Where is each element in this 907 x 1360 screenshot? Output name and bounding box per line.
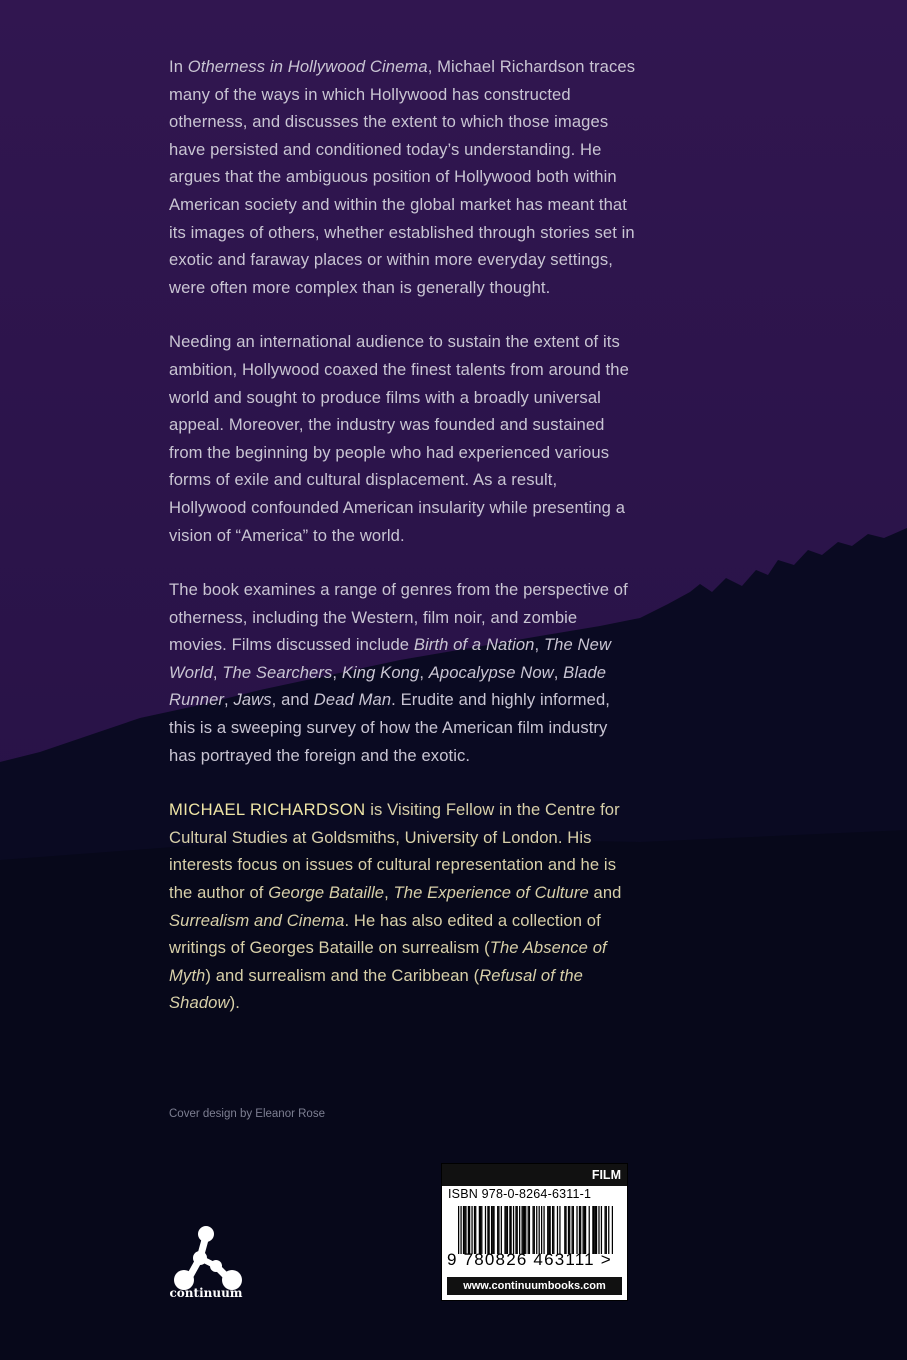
barcode-bar [608, 1206, 609, 1254]
barcode-bar [489, 1206, 490, 1254]
barcode-bar [532, 1206, 533, 1254]
barcode-bar [493, 1206, 494, 1254]
barcode-bar [519, 1206, 520, 1254]
barcode-bar [507, 1206, 508, 1254]
barcode-bar [557, 1206, 558, 1254]
barcode-bar [529, 1206, 530, 1254]
barcode-bar [498, 1206, 499, 1254]
barcode-bar [481, 1206, 482, 1254]
bio-text: ). [229, 993, 240, 1013]
barcode-bar [569, 1206, 570, 1254]
barcode-bar [579, 1206, 580, 1254]
barcode-bar [525, 1206, 526, 1254]
barcode-bar [509, 1206, 510, 1254]
barcode-bar [464, 1206, 465, 1254]
barcode-bar [565, 1206, 566, 1254]
author-bio [169, 796, 639, 1017]
barcode-bar [576, 1206, 577, 1254]
barcode-bar [572, 1206, 573, 1254]
barcode-bar [469, 1206, 470, 1254]
book-title: The Absence of Myth [169, 938, 607, 985]
blurb-paragraph-1 [169, 53, 639, 301]
barcode-bar [534, 1206, 535, 1254]
author-name: MICHAEL RICHARDSON [169, 800, 366, 820]
isbn-barcode-block [441, 1163, 628, 1301]
blurb-text: . Erudite and highly informed, this is a sweeping survey of how the American film industry has portrayed the foreign and the exotic. [169, 690, 611, 765]
barcode-bar [521, 1206, 522, 1254]
barcode-bar [582, 1206, 583, 1254]
film-title: King Kong [341, 662, 420, 682]
barcode-bar [501, 1206, 502, 1254]
barcode-bar [592, 1206, 593, 1254]
barcode-bars [458, 1206, 613, 1254]
barcode-bar [547, 1206, 548, 1254]
barcode-bar [497, 1206, 498, 1254]
barcode-bar [595, 1206, 596, 1254]
barcode-bar [543, 1206, 544, 1254]
barcode-bar [598, 1206, 599, 1254]
separator: , and [271, 690, 314, 710]
barcode-bar [580, 1206, 581, 1254]
barcode-bar [506, 1206, 507, 1254]
barcode-bar [491, 1206, 492, 1254]
barcode-bar [559, 1206, 560, 1254]
barcode-bar [604, 1206, 605, 1254]
film-title: Apocalypse Now [428, 662, 554, 682]
barcode-bar [553, 1206, 554, 1254]
separator: and [588, 883, 622, 903]
bio-text: is Visiting Fellow in the Centre for Cultural Studies at Goldsmiths, University of London. His interests focus on issues of cultural representation and he is the author of [169, 800, 620, 903]
barcode-digits: 9 780826 463111 > [447, 1250, 612, 1269]
barcode-bar [528, 1206, 529, 1254]
barcode-bar [596, 1206, 597, 1254]
barcode-bar [479, 1206, 480, 1254]
barcode-bar [536, 1206, 537, 1254]
book-title: Surrealism and Cinema [169, 910, 345, 930]
barcode-bar [539, 1206, 540, 1254]
barcode-bar [601, 1206, 602, 1254]
barcode-bar [458, 1206, 459, 1254]
barcode-bar [606, 1206, 607, 1254]
isbn-label: ISBN 978-0-8264-6311-1 [448, 1187, 592, 1201]
barcode-bar [485, 1206, 486, 1254]
book-title: Otherness in Hollywood Cinema [187, 57, 428, 76]
book-title: Refusal of the Shadow [169, 965, 584, 1013]
film-title: The New World [169, 635, 612, 682]
cover-design-credit: Cover design by Eleanor Rose [169, 1108, 325, 1120]
category-label: FILM [442, 1164, 627, 1186]
separator: , [332, 662, 342, 682]
barcode-bar [585, 1206, 586, 1254]
barcode-bar [465, 1206, 466, 1254]
separator: , [534, 635, 544, 655]
blurb-paragraph-3 [169, 576, 639, 769]
barcode-bar [552, 1206, 553, 1254]
film-title: Blade Runner [169, 662, 607, 710]
blurb-text: The book examines a range of genres from the perspective of otherness, including the Western, film noir, and zombie movies. Films discussed include [169, 580, 628, 655]
blurb-text: , Michael Richardson traces many of the ways in which Hollywood has constructed otherness, and discusses the extent to which those images have persisted and conditioned today’s understanding. He argues that the ambiguous position of Hollywood both within American society and within the global market has meant that its images of others, whether established through stories set in exotic and faraway places or within more everyday settings, were often more complex than is generally thought. [169, 57, 636, 297]
separator: , [553, 662, 564, 682]
barcode-bar [517, 1206, 518, 1254]
barcode-bar [548, 1206, 549, 1254]
bio-text: ) and surrealism and the Caribbean ( [205, 965, 480, 985]
barcode-bar [584, 1206, 585, 1254]
barcode-bar [564, 1206, 565, 1254]
back-cover-blurb [169, 53, 639, 1044]
film-title: Birth of a Nation [413, 635, 535, 655]
barcode-bar [573, 1206, 574, 1254]
publisher-website: www.continuumbooks.com [447, 1277, 622, 1295]
barcode-bar [524, 1206, 525, 1254]
barcode-bar [463, 1206, 464, 1254]
barcode-bar [515, 1206, 516, 1254]
barcode-bar [471, 1206, 472, 1254]
separator: , [419, 662, 429, 682]
barcode-bar [513, 1206, 514, 1254]
publisher-name: continuum [169, 1286, 243, 1300]
film-title: Jaws [233, 690, 272, 710]
separator: , [224, 690, 234, 710]
blurb-paragraph-2: Needing an international audience to sustain the extent of its ambition, Hollywood coaxed the finest talents from around the world and sought to produce films with a broadly universal appeal. Moreover, the industry was founded and sustained from the beginning by people who had experienced various forms of exile and cultural displacement. As a result, Hollywood confounded American insularity while presenting a vision of “America” to the world. [169, 332, 629, 545]
barcode-bar [541, 1206, 542, 1254]
barcode-bar [460, 1206, 461, 1254]
separator: , [384, 883, 394, 903]
barcode-bar [568, 1206, 569, 1254]
barcode-bar [523, 1206, 524, 1254]
barcode-bar [612, 1206, 613, 1254]
book-title: The Experience of Culture [393, 883, 589, 903]
film-title: Dead Man [313, 690, 392, 710]
barcode-bar [480, 1206, 481, 1254]
barcode-bar [487, 1206, 488, 1254]
barcode-bar [492, 1206, 493, 1254]
book-title: George Bataille [268, 883, 385, 903]
blurb-text: In [169, 57, 188, 76]
barcode-bar [550, 1206, 551, 1254]
barcode-bar [589, 1206, 590, 1254]
barcode-bar [474, 1206, 475, 1254]
barcode-bar [504, 1206, 505, 1254]
barcode-bar [510, 1206, 511, 1254]
barcode-bar [593, 1206, 594, 1254]
barcode-bar [475, 1206, 476, 1254]
bio-text: . He has also edited a collection of writings of Georges Bataille on surrealism ( [169, 910, 601, 958]
separator: , [212, 662, 223, 682]
film-title: The Searchers [222, 662, 333, 682]
barcode-bar [468, 1206, 469, 1254]
